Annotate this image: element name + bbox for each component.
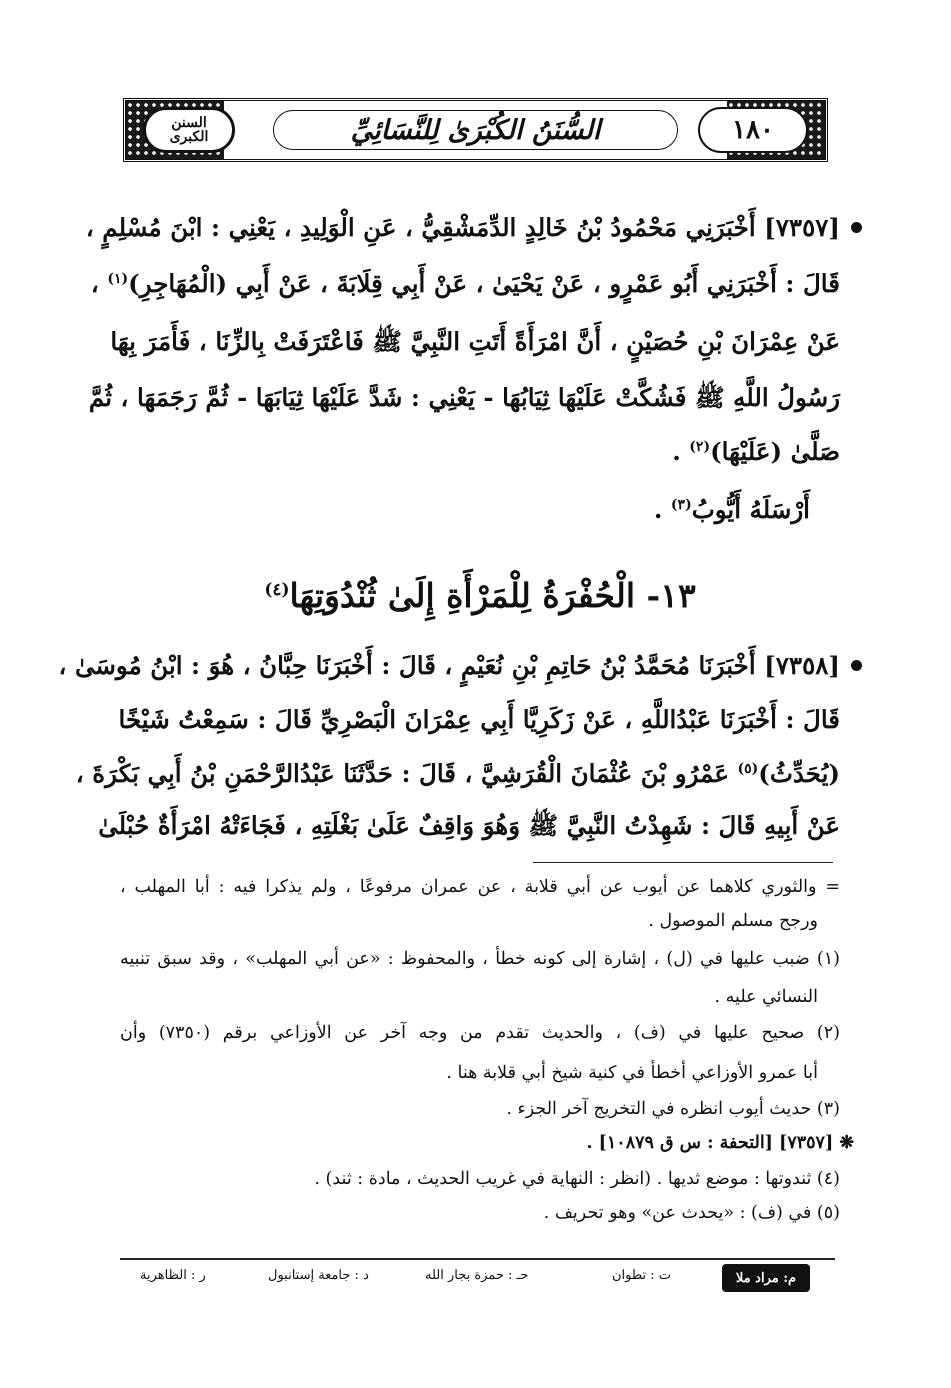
- footnote-separator: [533, 862, 833, 863]
- hadith-line-head: (يُحَدِّثُ): [758, 759, 840, 788]
- tuhfa-reference: ❋ [٧٣٥٧] [التحفة : س ق ١٠٨٧٩] .: [586, 1133, 854, 1153]
- hadith-line-text: صَلَّىٰ (عَلَيْهَا): [710, 437, 840, 466]
- hadith-line: [٧٣٥٧] أَخْبَرَنِي مَحْمُودُ بْنُ خَالِدٍ الدِّمَشْقِيُّ ، عَنِ الْوَلِيدِ ، يَعْنِي : ابْنَ مُسْلِمٍ ،: [85, 213, 840, 242]
- hadith-line: [٧٣٥٨] أَخْبَرَنَا مُحَمَّدُ بْنُ حَاتِمِ بْنِ نُعَيْمٍ ، قَالَ : أَخْبَرَنَا حِبَّانُ ، هُوَ : ابْنُ مُوسَىٰ ،: [58, 651, 840, 680]
- book-emblem: [146, 116, 232, 144]
- footnote-line: (٣) حديث أيوب انظره في التخريج آخر الجزء .: [506, 1099, 840, 1119]
- hadith-7358: [58, 646, 840, 846]
- footnote-ref: (٣): [670, 496, 692, 513]
- chapter-heading: [120, 566, 840, 626]
- hadith-7357-end: [120, 432, 840, 472]
- hadith-line: عَنْ عِمْرَانَ بْنِ حُصَيْنٍ ، أَنَّ امْرَأَةً أَتَتِ النَّبِيَّ ﷺ فَاعْتَرَفَتْ بِالزِّنَا ، فَأَمَرَ بِهَا: [110, 327, 840, 356]
- hadith-line: [672, 432, 840, 472]
- footnote-line: = والثوري كلاهما عن أيوب عن أبي قلابة ، عن عمران مرفوعًا ، ولم يذكرا فيه : أبا المهلب ،: [120, 877, 840, 897]
- footnote-line: النسائي عليه .: [714, 987, 818, 1007]
- hadith-line: عَنْ أَبِيهِ قَالَ : شَهِدْتُ النَّبِيَّ ﷺ وَهُوَ وَاقِفٌ عَلَىٰ بَغْلَتِهِ ، فَجَاءَتْهُ امْرَأَةٌ حُبْلَىٰ: [98, 811, 840, 840]
- hadith-line-tail: ،: [90, 269, 99, 298]
- mursal-line: [654, 490, 810, 530]
- hadith-line: [75, 754, 840, 794]
- manuscript-h: حـ : حمزة بجار الله: [425, 1268, 529, 1283]
- title-cartouche: [273, 110, 678, 150]
- manuscript-badge: م: مراد ملا: [722, 1264, 810, 1292]
- footnote-line: (٤) ثندوتها : موضع ثديها . (انظر : النهاية في غريب الحديث ، مادة : ثند) .: [314, 1169, 840, 1189]
- chapter-heading-text: ١٣- الْحُفْرَةُ لِلْمَرْأَةِ إِلَىٰ ثُنْدُوَتِهَا: [289, 576, 696, 615]
- footnote-ref: (١): [107, 270, 129, 287]
- manuscript-d: د : جامعة إستانبول: [268, 1268, 369, 1283]
- footnotes: [120, 872, 854, 1232]
- emblem-line-2: الكبرى: [169, 129, 209, 145]
- mursal-tail: .: [653, 495, 663, 524]
- footnote-line: (٢) صحيح عليها في (ف) ، والحديث تقدم من وجه آخر عن الأوزاعي برقم (٧٣٥٠) وأن: [120, 1023, 840, 1043]
- footnote-line: (٥) في (ف) : «يحدث عن» وهو تحريف .: [543, 1203, 840, 1223]
- hadith-line-text: عَمْرُو بْنَ عُثْمَانَ الْقُرَشِيَّ ، قَالَ : حَدَّثَنَا عَبْدُالرَّحْمَنِ بْنُ أَبِي بَكْرَةَ ،: [75, 759, 729, 788]
- footnote-line: ورجح مسلم الموصول .: [648, 911, 818, 931]
- hadith-line: [90, 264, 840, 304]
- footnote-line: أبا عمرو الأوزاعي أخطأ في كنية شيخ أبي قلابة هنا .: [446, 1063, 818, 1083]
- footnote-ref: (٤): [264, 580, 290, 600]
- manuscript-t: ت : تطوان: [612, 1268, 672, 1283]
- emblem-cartouche: [143, 107, 235, 153]
- emblem-line-1: السنن: [171, 115, 207, 131]
- footer-rule: [120, 1258, 835, 1260]
- hadith-7357: [85, 208, 840, 418]
- footnote-line: (١) ضبب عليها في (ل) ، إشارة إلى كونه خطأ ، والمحفوظ : «عن أبي المهلب» ، وقد سبق تنبيه: [120, 949, 840, 969]
- bullet-icon: [851, 660, 862, 671]
- page-number: ١٨٠: [732, 115, 774, 145]
- bullet-icon: [851, 222, 862, 233]
- hadith-line-text: قَالَ : أَخْبَرَنِي أَبُو عَمْرٍو ، عَنْ يَحْيَىٰ ، عَنْ أَبِي قِلَابَةَ ، عَنْ أَبِي (الْمُهَاجِرِ): [128, 269, 840, 298]
- book-title: السُّنَنُ الكُبْرَىٰ لِلنَّسَائِيِّ: [350, 114, 601, 146]
- mursal-note: [120, 490, 840, 530]
- page-number-cartouche: [698, 107, 808, 153]
- hadith-line: رَسُولُ اللَّهِ ﷺ فَشُكَّتْ عَلَيْهَا ثِيَابُهَا - يَعْنِي : شَدَّ عَلَيْهَا ثِيَابَهَا - ثُمَّ رَجَمَهَا ، ثُمَّ: [88, 383, 840, 412]
- hadith-line: قَالَ : أَخْبَرَنَا عَبْدُاللَّهِ ، عَنْ زَكَرِيَّا أَبِي عِمْرَانَ الْبَصْرِيِّ قَالَ : سَمِعْتُ شَيْخًا: [118, 705, 840, 734]
- footnote-ref: (٥): [737, 760, 759, 777]
- footnote-ref: (٢): [689, 438, 711, 455]
- page-header: [123, 98, 828, 162]
- hadith-line-tail: .: [672, 437, 681, 466]
- manuscript-r: ر : الظاهرية: [140, 1268, 206, 1283]
- mursal-text: أَرْسَلَهُ أَيُّوبُ: [691, 495, 810, 524]
